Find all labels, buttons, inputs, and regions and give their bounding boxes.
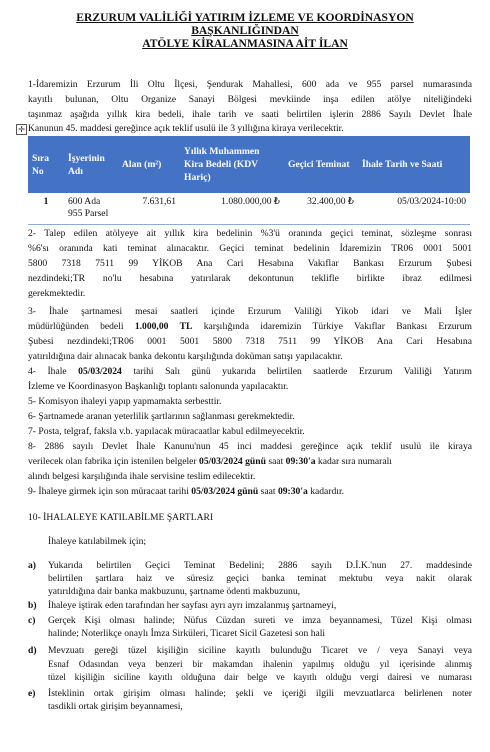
item-e-line-2: tasdikli ortak girişim beyannamesi, [48,701,183,712]
para-2-line-4: nezdindeki;TR no'lu hesabına yatırılarak dekontunun teklifle birlikte ibraz edilmesi [28,273,472,284]
para-2-line-1: 2- Talep edilen atölyeye ait yıllık kira bedelinin %3'ü oranında geçici teminat, sözleşme sonrası [28,228,472,239]
para-8-line-2: verilecek olan fabrika için istenilen belgeler 05/03/2024 günü saat 09:30'a kadar sıra numaralı [28,456,392,467]
table-row [28,193,470,224]
item-a-line-1: Yukarıda belirtilen Geçici Teminat Bedelini; 2886 sayılı D.İ.K.'nun 27. maddesinde [48,560,472,571]
list-item [28,688,472,714]
cell-rent: 1.080.000,00 ₺ [180,193,284,224]
para-1-line-2: kayıtlı bulunan, Oltu Organize Sanayi Bölgesi mevkiinde inşa edilen atölye niteliğindeki [28,94,472,105]
item-a-line-3: yatırıldığına dair banka makbuzunu, şartname ödenti makbuzunu, [48,586,301,597]
item-marker: d) [28,645,37,656]
section-10-heading: 10- İHALALEYE KATILABİLME ŞARTLARI [28,512,214,523]
cell-no: 1 [28,193,64,224]
para-3-line-1: 3- İhale şartnamesi mesai saatleri içinde Erzurum Valiliği Yikob idari ve Mali İşler [28,306,472,317]
header-deposit: Geçici Teminat [284,136,358,193]
title-line-2: BAŞKANLIĞINDAN [191,24,299,37]
para-2-line-3: 5800 7318 7511 99 YİKOB Ana Cari Hesabına Vakıflar Bankası Erzurum Şubesi [28,258,472,269]
item-marker: c) [28,615,36,626]
para-9: 9- İhaleye girmek için son müracaat tarihi 05/03/2024 günü saat 09:30'a kadardır. [28,486,345,497]
list-item [28,600,472,613]
table-move-handle-icon[interactable]: ✛ [16,124,27,135]
para-1-line-4: Kanunun 45. maddesi gereğince açık teklif usulü ile 3 yıllığına kiraya verilecektir. [28,123,344,134]
para-8-line-3: alındı belgesi karşılığında ihale servisine teslim edilecektir. [28,471,256,482]
para-4-line-2: İzleme ve Koordinasyon Başkanlığı toplantı salonunda yapılacaktır. [28,381,289,392]
para-8-line-1: 8- 2886 sayılı Devlet İhale Kanunu'nun 45 inci maddesi gereğince açık teklif usulü ile kiraya [28,441,472,452]
item-d-line-1: Mevzuatı gereği tüzel kişiliğin siciline kayıtlı bulunduğu Ticaret ve / veya Sanayi veya [48,645,472,656]
header-no: Sıra No [28,136,64,193]
para-3-line-4: yatırıldığına dair alınacak banka dekontu karşılığında doküman satışı yapılacaktır. [28,351,343,362]
item-a-line-2: belirtilen şartlara haiz ve süresiz geçici banka teminat mektubu veya nakit olarak [48,573,472,584]
cell-area: 7.631,61 [118,193,180,224]
header-area: Alan (m²) [118,136,180,193]
intro-line: İhaleye katılabilmek için; [48,536,147,547]
header-rent: Yıllık Muhammen Kira Bedeli (KDV Hariç) [180,136,284,193]
title-line-1: ERZURUM VALİLİĞİ YATIRIM İZLEME VE KOORDİNASYON [76,11,414,24]
item-marker: b) [28,600,37,611]
title-line-3: ATÖLYE KİRALANMASINA AİT İLAN [142,37,348,50]
item-b-line-1: İhaleye iştirak eden tarafından her sayfası ayrı ayrı imzalanmış şartnameyi, [48,600,337,611]
para-6: 6- Şartnamede aranan yeterlilik şartlarının sağlanması gerekmektedir. [28,411,295,422]
list-item [28,560,472,598]
para-2-line-5: gerekmektedir. [28,288,86,299]
header-name: İşyerinin Adı [64,136,118,193]
header-date: İhale Tarih ve Saati [358,136,470,193]
item-marker: a) [28,560,36,571]
item-c-line-2: halinde; Noterlikçe onaylı İmza Sirküleri, Ticaret Sicil Gazetesi son hali [48,628,326,639]
rental-table [28,136,470,225]
para-7: 7- Posta, telgraf, faksla v.b. yapılacak müracaatlar kabul edilmeyecektir. [28,426,305,437]
cell-name: 600 Ada 955 Parsel [64,193,118,224]
item-e-line-1: İsteklinin ortak girişim olması halinde; şekli ve içeriği ilgili mevzuatlarca belirlenen noter [48,688,472,699]
cell-deposit: 32.400,00 ₺ [284,193,358,224]
para-2-line-2: %6'sı oranında kati teminat alınacaktır. Geçici teminat bedelinin İdaremizin TR06 0001 5001 [28,243,472,254]
list-item [28,645,472,685]
para-4-line-1: 4- İhale 05/03/2024 tarihi Salı günü yukarıda belirtilen saatlerde Erzurum Valiliği Yatırım [28,366,473,377]
item-marker: e) [28,688,36,699]
list-item [28,615,472,641]
para-1-line-1: 1-İdaremizin Erzurum İli Oltu İlçesi, Şendurak Mahallesi, 600 ada ve 955 parsel numarasında [28,79,472,90]
para-3-line-2: müdürlüğünden bedeli 1.000,00 TL karşılığında idaremizin Türkiye Vakıflar Bankası Erzurum [28,321,472,332]
para-3-line-3: Şubesi nezdindeki;TR06 0001 5001 5800 7318 7511 99 YİKOB Ana Cari Hesabına [28,336,472,347]
para-1-line-3: taşınmaz aşağıda yıllık kira bedeli, ihale tarih ve saati belirtilen işlerin 2886 Sayılı Devlet İhale [28,109,472,120]
para-5: 5- Komisyon ihaleyi yapıp yapmamakta serbesttir. [28,396,222,407]
item-d-line-2: Esnaf Odasından veya benzeri bir makamdan ihalenin yapılmış olduğu yıl içerisinde alınmış [48,659,472,669]
item-d-line-3: tüzel kişiliğin siciline kayıtlı olduğuna dair belge ve kayıtlı olduğu vergi dairesi ve numarası [48,672,472,682]
item-c-line-1: Gerçek Kişi olması halinde; Nüfus Cüzdan sureti ve imza beyannamesi, Tüzel Kişi olması [48,615,472,626]
cell-date: 05/03/2024-10:00 [358,193,470,224]
